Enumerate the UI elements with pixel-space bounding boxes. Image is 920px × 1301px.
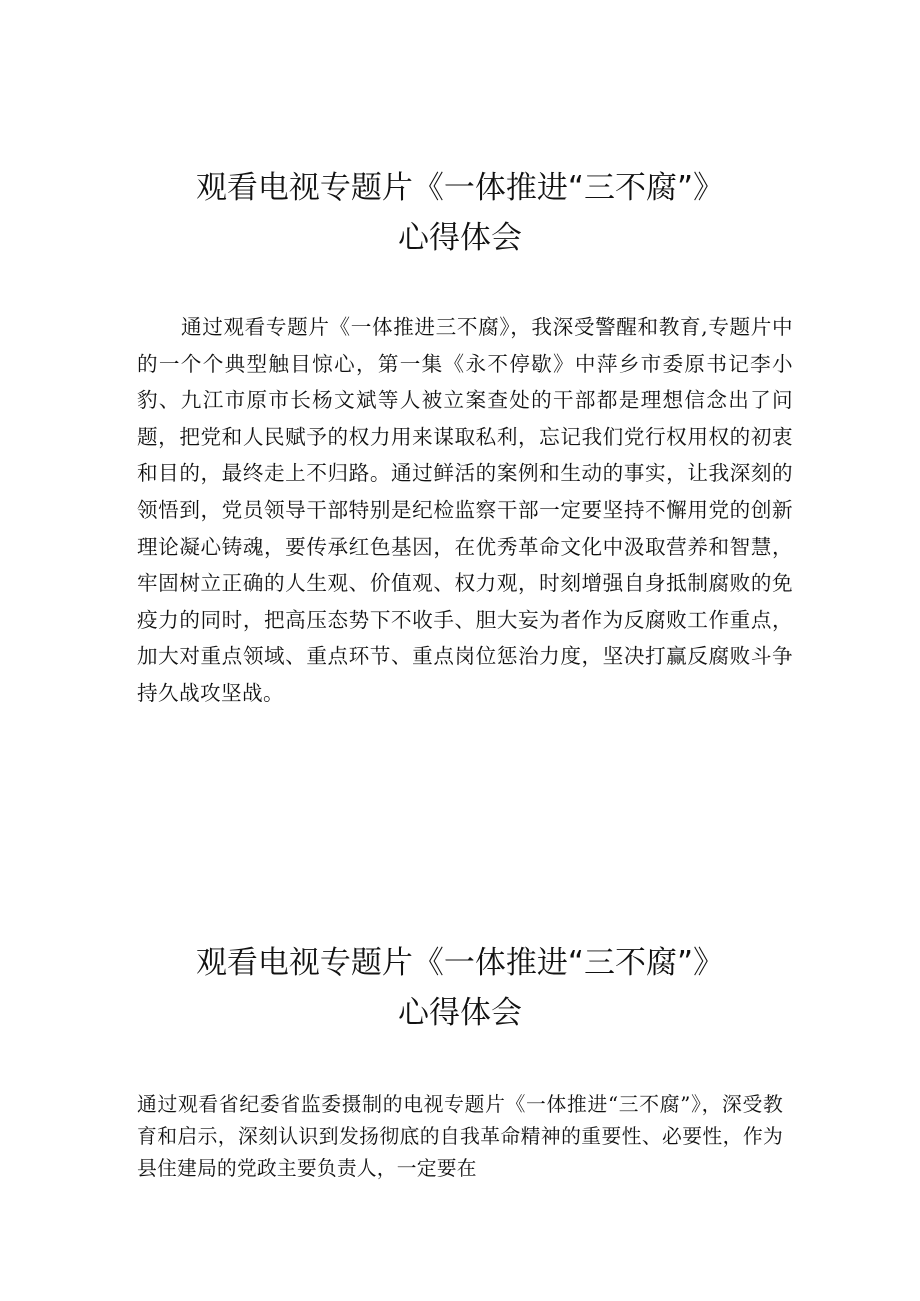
section-1-title-line2: 心得体会: [398, 220, 522, 256]
section-1-title-line1: 观看电视专题片《一体推进“三不腐”》: [195, 170, 725, 206]
section-2-body: 通过观看省纪委省监委摄制的电视专题片《一体推进“三不腐”》，深受教育和启示，深刻认识到发扬彻底的自我革命精神的重要性、必要性，作为县住建局的党政主要负责人，一定要在: [137, 1093, 783, 1180]
section-1-title: [0, 163, 920, 263]
section-2-title-line1: 观看电视专题片《一体推进“三不腐”》: [195, 945, 725, 981]
section-1-body: 通过观看专题片《一体推进三不腐》，我深受警醒和教育,专题片中的一个个典型触目惊心，第一集《永不停歇》中萍乡市委原书记李小豹、九江市原市长杨文斌等人被立案查处的干部都是理想信念出了问题，把党和人民赋予的权力用来谋取私利，忘记我们党行权用权的初衷和目的，最终走上不归路。通过鲜活的案例和生动的事实，让我深刻的领悟到，党员领导干部特别是纪检监察干部一定要坚持不懈用党的创新理论凝心铸魂，要传承红色基因，在优秀革命文化中汲取营养和智慧，牢固树立正确的人生观、价值观、权力观，时刻增强自身抵制腐败的免疫力的同时，把高压态势下不收手、胆大妄为者作为反腐败工作重点，加大对重点领域、重点环节、重点岗位惩治力度，坚决打赢反腐败斗争持久战攻坚战。: [137, 315, 793, 705]
section-2-title-line2: 心得体会: [398, 995, 522, 1031]
section-2-title: [0, 938, 920, 1038]
